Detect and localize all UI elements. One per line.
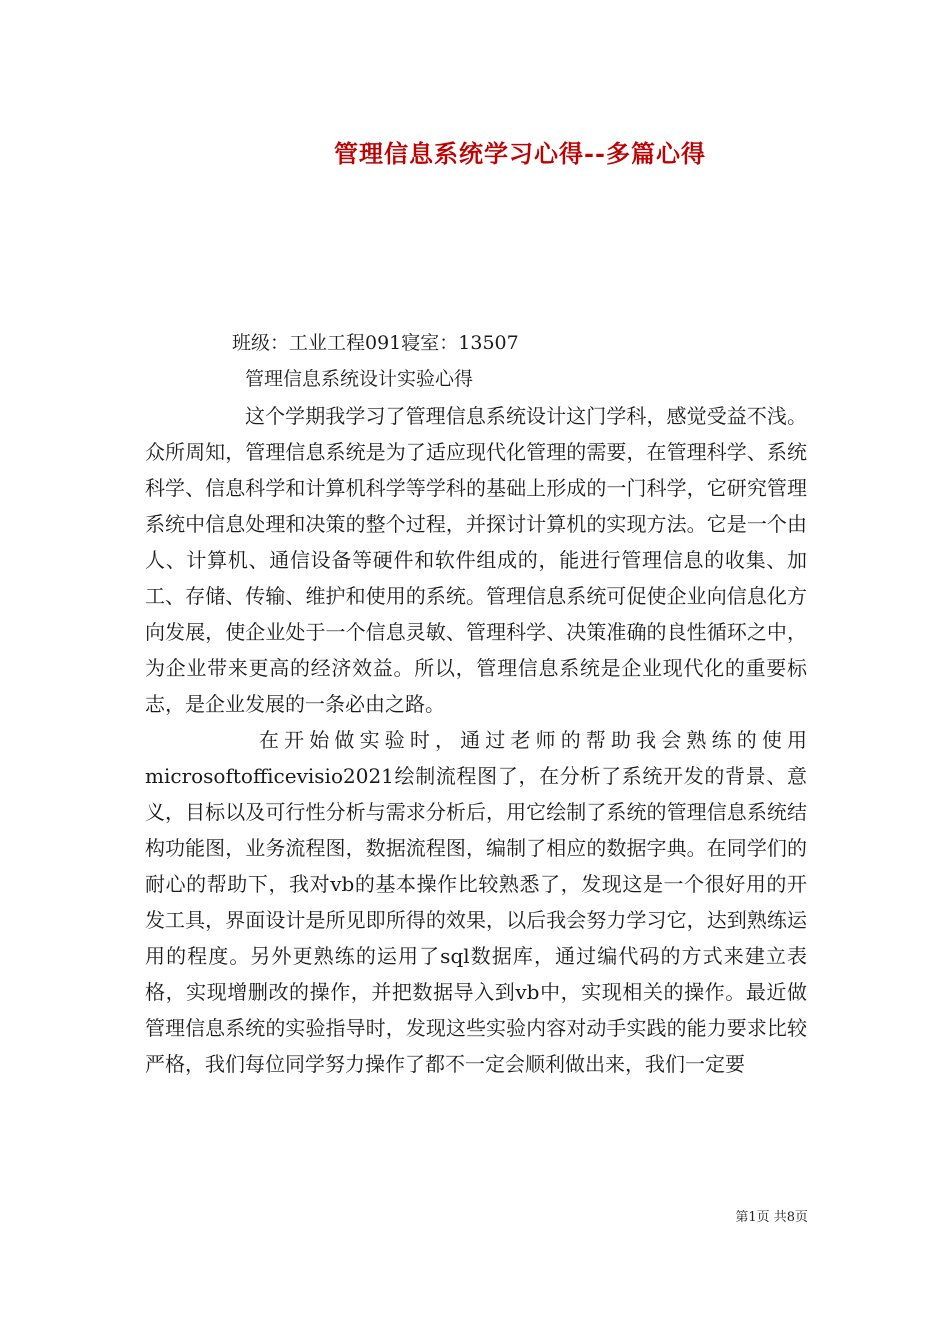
page-number: 第1页 共8页 [735,1210,808,1225]
document-body [145,398,807,1082]
class-dorm-line: 班级：工业工程091寝室：13507 [232,332,519,354]
paragraph-2: 在开始做实验时，通过老师的帮助我会熟练的使用microsoftofficevisio2021绘制流程图了，在分析了系统开发的背景、意义，目标以及可行性分析与需求分析后，用它绘制了系统的管理信息系统结构功能图，业务流程图，数据流程图，编制了相应的数据字典。在同学们的耐心的帮助下，我对vb的基本操作比较熟悉了，发现这是一个很好用的开发工具，界面设计是所见即所得的效果，以后我会努力学习它，达到熟练运用的程度。另外更熟练的运用了sql数据库，通过编代码的方式来建立表格，实现增删改的操作，并把数据导入到vb中，实现相关的操作。最近做管理信息系统的实验指导时，发现这些实验内容对动手实践的能力要求比较严格，我们每位同学努力操作了都不一定会顺利做出来，我们一定要 [145,728,807,1076]
document-title: 管理信息系统学习心得--多篇心得 [334,139,706,168]
paragraph-1: 这个学期我学习了管理信息系统设计这门学科，感觉受益不浅。众所周知，管理信息系统是为了适应现代化管理的需要，在管理科学、系统科学、信息科学和计算机科学等学科的基础上形成的一门科学，它研究管理系统中信息处理和决策的整个过程，并探讨计算机的实现方法。它是一个由人、计算机、通信设备等硬件和软件组成的，能进行管理信息的收集、加工、存储、传输、维护和使用的系统。管理信息系统可促使企业向信息化方向发展，使企业处于一个信息灵敏、管理科学、决策准确的良性循环之中，为企业带来更高的经济效益。所以，管理信息系统是企业现代化的重要标志，是企业发展的一条必由之路。 [145,404,807,716]
document-subtitle: 管理信息系统设计实验心得 [245,368,474,390]
